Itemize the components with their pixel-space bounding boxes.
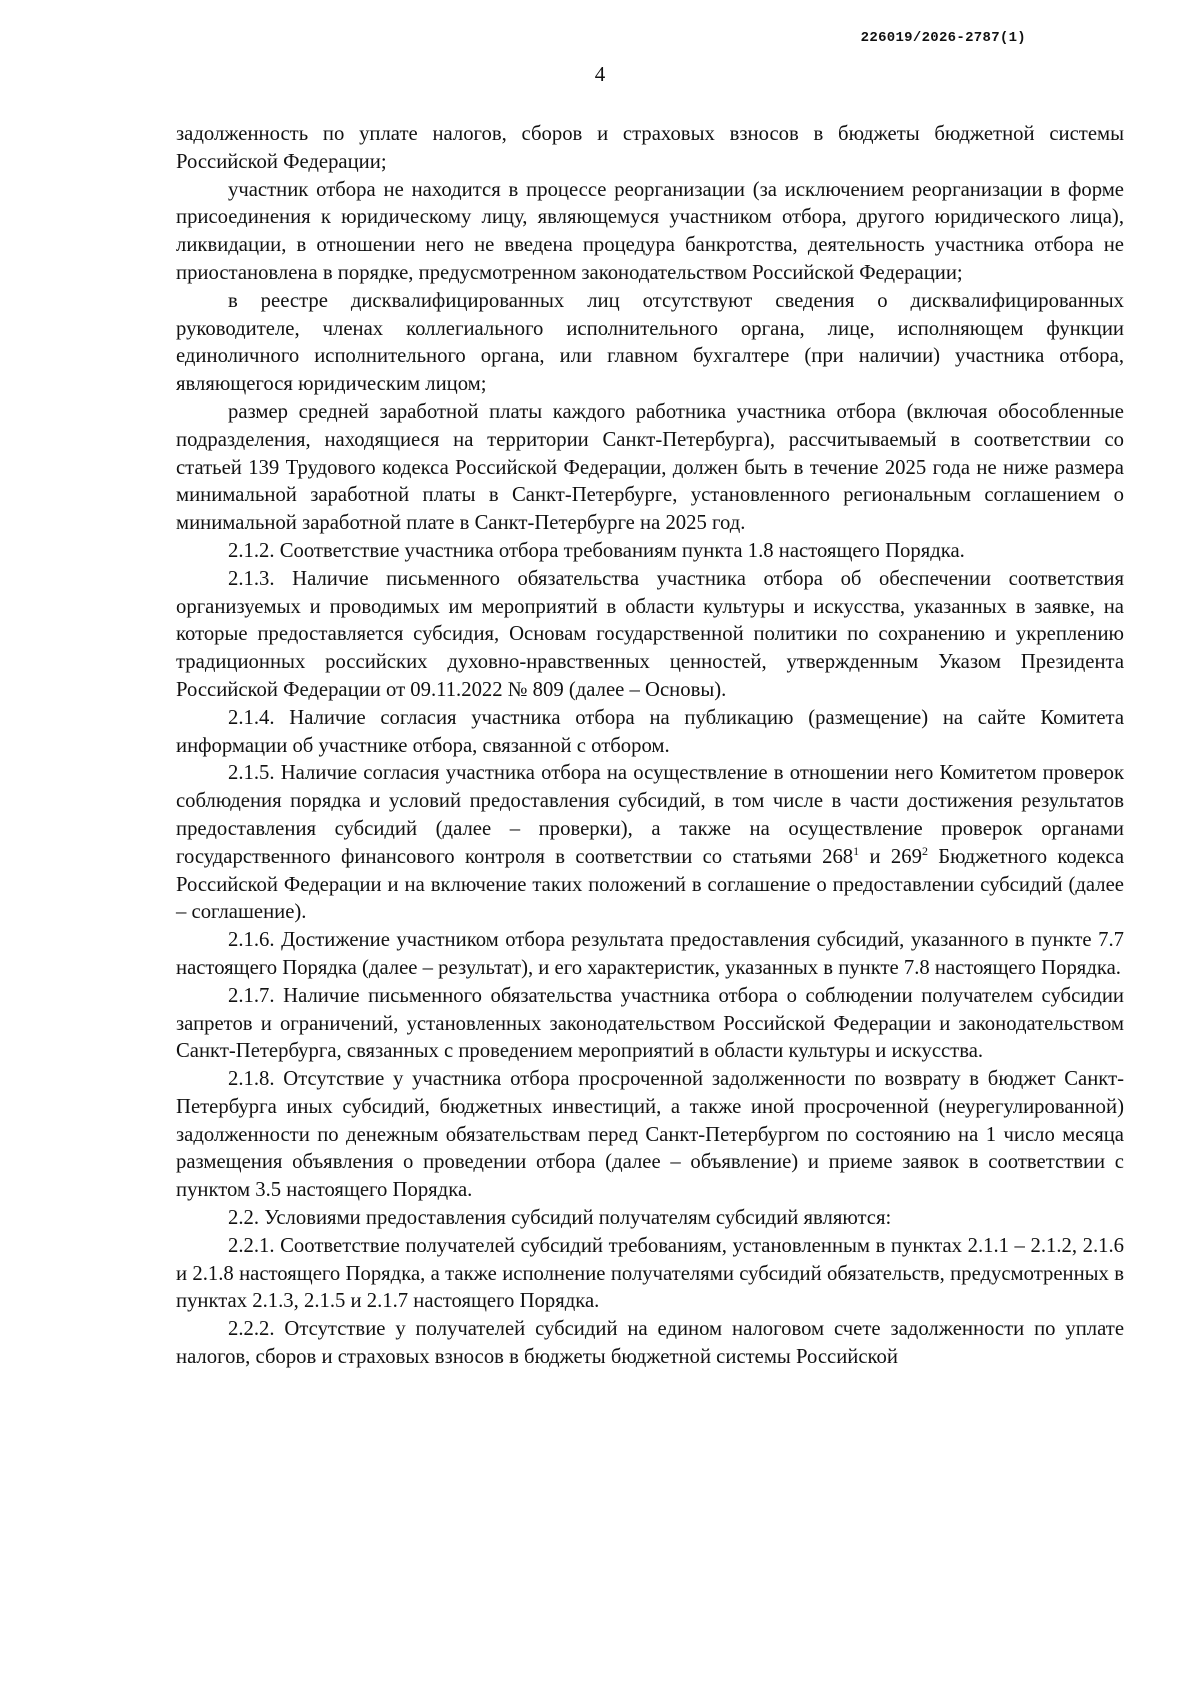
- paragraph: 2.1.4. Наличие согласия участника отбора на публикацию (размещение) на сайте Комитета информации об участнике отбора, связанной с отбором.: [176, 706, 1124, 757]
- paragraph: 2.2. Условиями предоставления субсидий получателям субсидий являются:: [228, 1207, 892, 1230]
- paragraph: участник отбора не находится в процессе реорганизации (за исключением реорганизации в форме присоединения к юридическому лицу, являющемуся участником отбора, другого юридического лица), ликвидации, в отношении него не введена процедура банкротства, деятельность участника отбора не приостановлена в порядке, предусмотренном законодательством Российской Федерации;: [176, 178, 1124, 284]
- article-number: 269: [890, 845, 922, 868]
- paragraph: размер средней заработной платы каждого работника участника отбора (включая обособленные подразделения, находящиеся на территории Санкт-Петербурга), рассчитываемый в соответствии со статьей 139 Трудового кодекса Российской Федерации, должен быть в течение 2025 года не ниже размера минимальной заработной платы в Санкт-Петербурге, установленного региональным соглашением о минимальной заработной плате в Санкт-Петербурге на 2025 год.: [176, 400, 1124, 535]
- paragraph: 2.1.2. Соответствие участника отбора требованиям пункта 1.8 настоящего Порядка.: [228, 539, 965, 562]
- paragraph: задолженность по уплате налогов, сборов и страховых взносов в бюджеты бюджетной системы Российской Федерации;: [176, 123, 1124, 173]
- paragraph: 2.2.1. Соответствие получателей субсидий требованиям, установленным в пунктах 2.1.1 – 2.1.2, 2.1.6 и 2.1.8 настоящего Порядка, а также исполнение получателями субсидий обязательств, предусмотренных в пунктах 2.1.3, 2.1.5 и 2.1.7 настоящего Порядка.: [176, 1234, 1124, 1313]
- paragraph: в реестре дисквалифицированных лиц отсутствуют сведения о дисквалифицированных руководителе, членах коллегиального исполнительного органа, лице, исполняющем функции единоличного исполнительного органа, или главном бухгалтере (при наличии) участника отбора, являющегося юридическим лицом;: [176, 289, 1124, 396]
- document-body: [176, 121, 1124, 1372]
- paragraph-text: 2.1.5. Наличие согласия участника отбора на осуществление в отношении него Комитетом проверок соблюдения порядка и условий предоставления субсидий, в том числе в части достижения результатов предоставления субсидий (далее – проверки), а также на осуществление проверок органами государственного финансового контроля в соответствии со статьями: [176, 762, 1124, 868]
- superscript: 2: [921, 843, 928, 858]
- paragraph: 2.1.3. Наличие письменного обязательства участника отбора об обеспечении соответствия организуемых и проводимых им мероприятий в области культуры и искусства, указанных в заявке, на которые предоставляется субсидия, Основам государственной политики по сохранению и укреплению традиционных российских духовно-нравственных ценностей, утвержденным Указом Президента Российской Федерации от 09.11.2022 № 809 (далее – Основы).: [176, 567, 1124, 701]
- paragraph: 2.1.7. Наличие письменного обязательства участника отбора о соблюдении получателем субсидии запретов и ограничений, установленных законодательством Российской Федерации и законодательством Санкт-Петербурга, связанных с проведением мероприятий в области культуры и искусства.: [176, 984, 1124, 1063]
- document-registration-number: 226019/2026-2787(1): [860, 30, 1026, 46]
- superscript: 1: [853, 843, 860, 858]
- paragraph-2-1-5: [176, 760, 1124, 927]
- conjunction: и: [869, 845, 881, 868]
- paragraph: 2.2.2. Отсутствие у получателей субсидий на едином налоговом счете задолженности по уплате налогов, сборов и страховых взносов в бюджеты бюджетной системы Российской: [176, 1318, 1124, 1369]
- page-number: 4: [594, 62, 606, 86]
- paragraph: 2.1.8. Отсутствие у участника отбора просроченной задолженности по возврату в бюджет Санкт-Петербурга иных субсидий, бюджетных инвестиций, а также иной просроченной (неурегулированной) задолженности по денежным обязательствам перед Санкт-Петербургом по состоянию на 1 число месяца размещения объявления о проведении отбора (далее – объявление) и приеме заявок в соответствии с пунктом 3.5 настоящего Порядка.: [176, 1068, 1124, 1202]
- article-number: 268: [822, 845, 854, 868]
- paragraph-text: Бюджетного кодекса Российской Федерации и на включение таких положений в соглашение о предоставлении субсидий (далее – соглашение).: [176, 845, 1125, 924]
- paragraph: 2.1.6. Достижение участником отбора результата предоставления субсидий, указанного в пункте 7.7 настоящего Порядка (далее – результат), и его характеристик, указанных в пункте 7.8 настоящего Порядка.: [176, 929, 1124, 979]
